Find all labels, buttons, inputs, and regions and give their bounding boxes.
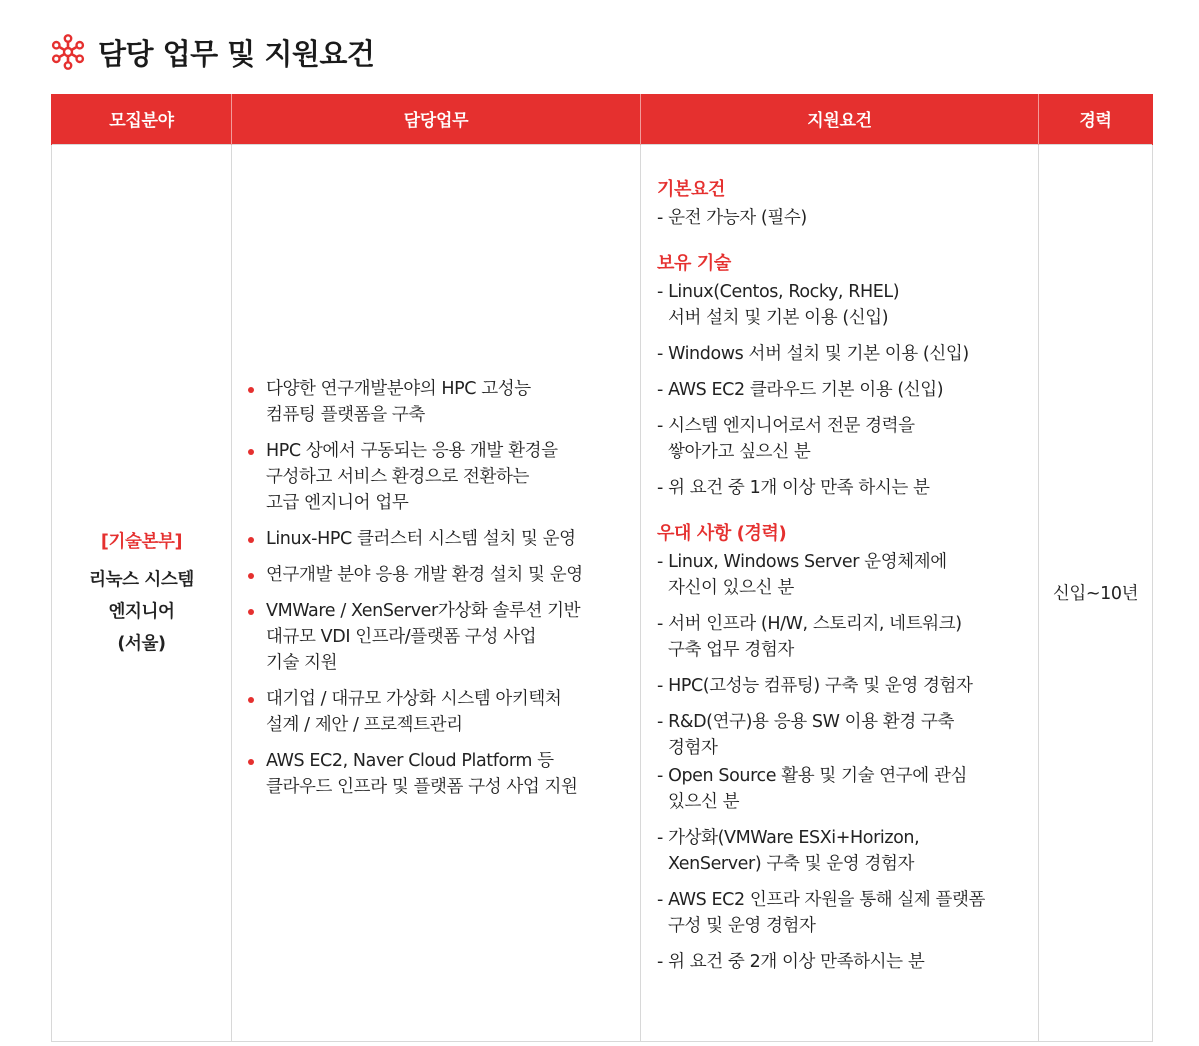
header-career: 경력 [1039,94,1153,144]
requirement-line: - Windows 서버 설치 및 기본 이용 (신입) [657,343,969,364]
career-cell: 신입~10년 [1039,144,1153,1042]
requirement-item [657,279,1028,331]
duty-line: 기술 지원 [266,652,338,673]
requirement-item [657,825,1028,877]
requirement-line: - R&D(연구)용 응용 SW 이용 환경 구축 [657,711,954,732]
requirement-item [657,377,1028,403]
table-header-row [52,94,1153,144]
role-line: 엔지니어 [108,601,175,622]
requirement-line: - 가상화(VMWare ESXi+Horizon, [657,827,920,848]
duty-line: Linux-HPC 클러스터 시스템 설치 및 운영 [266,528,576,549]
header-duties: 담당업무 [232,94,641,144]
requirement-line: 경험자 [668,737,718,758]
requirement-line: 서버 설치 및 기본 이용 (신입) [668,307,889,328]
requirement-line: - 위 요건 중 1개 이상 만족 하시는 분 [657,477,930,498]
requirement-line: - 위 요건 중 2개 이상 만족하시는 분 [657,951,925,972]
requirement-item [657,205,1028,231]
duty-item [246,598,634,676]
duty-item [246,748,634,800]
basic-requirements-heading: 기본요건 [657,178,725,200]
requirement-line: 자신이 있으신 분 [668,577,794,598]
requirement-item [657,887,1028,939]
duty-line: 고급 엔지니어 업무 [266,492,409,513]
requirement-item [657,673,1028,699]
requirement-item [657,763,1028,815]
skills-heading: 보유 기술 [657,252,731,274]
duties-cell [232,144,641,1042]
duty-item [246,562,634,588]
duty-item [246,686,634,738]
duty-line: VMWare / XenServer가상화 솔루션 기반 [266,600,581,621]
duty-list [232,376,640,800]
duty-line: 컴퓨팅 플랫폼을 구축 [266,404,425,425]
section-title [50,30,374,74]
job-table [51,94,1153,1042]
snowflake-icon [50,34,86,70]
basic-requirements [657,177,1028,231]
table-row [52,144,1153,1042]
requirement-line: 쌓아가고 싶으신 분 [668,441,811,462]
requirement-line: 구축 업무 경험자 [668,639,794,660]
requirement-item [657,341,1028,367]
field-cell [52,144,232,1042]
requirement-line: - Open Source 활용 및 기술 연구에 관심 [657,765,967,786]
requirement-line: 구성 및 운영 경험자 [668,915,816,936]
requirement-item [657,475,1028,501]
requirement-line: - 서버 인프라 (H/W, 스토리지, 네트워크) [657,613,962,634]
department-label: [기술본부] [100,531,183,552]
duty-item [246,438,634,516]
duty-line: 다양한 연구개발분야의 HPC 고성능 [266,378,531,399]
preferred-requirements [657,521,1028,975]
requirement-item [657,413,1028,465]
duty-line: 클라우드 인프라 및 플랫폼 구성 사업 지원 [266,776,578,797]
requirement-line: - AWS EC2 인프라 자원을 통해 실제 플랫폼 [657,889,986,910]
requirement-item [657,549,1028,601]
requirement-line: - 시스템 엔지니어로서 전문 경력을 [657,415,915,436]
header-requirements: 지원요건 [641,94,1039,144]
requirement-line: - AWS EC2 클라우드 기본 이용 (신입) [657,379,944,400]
role-line: (서울) [117,633,166,654]
duty-line: 대규모 VDI 인프라/플랫폼 구성 사업 [266,626,537,647]
requirement-line: XenServer) 구축 및 운영 경험자 [668,853,914,874]
requirement-line: - Linux(Centos, Rocky, RHEL) [657,281,900,302]
duty-line: 구성하고 서비스 환경으로 전환하는 [266,466,530,487]
duty-line: AWS EC2, Naver Cloud Platform 등 [266,750,554,771]
requirement-line: - 운전 가능자 (필수) [657,207,807,228]
duty-line: 연구개발 분야 응용 개발 환경 설치 및 운영 [266,564,583,585]
preferred-heading: 우대 사항 (경력) [657,522,787,544]
page-title: 담당 업무 및 지원요건 [98,36,375,71]
requirement-line: - HPC(고성능 컴퓨팅) 구축 및 운영 경험자 [657,675,973,696]
header-field: 모집분야 [52,94,232,144]
requirement-item [657,611,1028,663]
duty-item [246,376,634,428]
duty-line: HPC 상에서 구동되는 응용 개발 환경을 [266,440,558,461]
skills-requirements [657,251,1028,501]
role-line: 리눅스 시스템 [89,569,194,590]
duty-item [246,526,634,552]
requirement-line: - Linux, Windows Server 운영체제에 [657,551,947,572]
duty-line: 설계 / 제안 / 프로젝트관리 [266,714,463,735]
requirement-item [657,709,1028,761]
requirement-item [657,949,1028,975]
requirement-line: 있으신 분 [668,791,740,812]
requirements-cell [641,144,1039,1042]
duty-line: 대기업 / 대규모 가상화 시스템 아키텍처 [266,688,562,709]
